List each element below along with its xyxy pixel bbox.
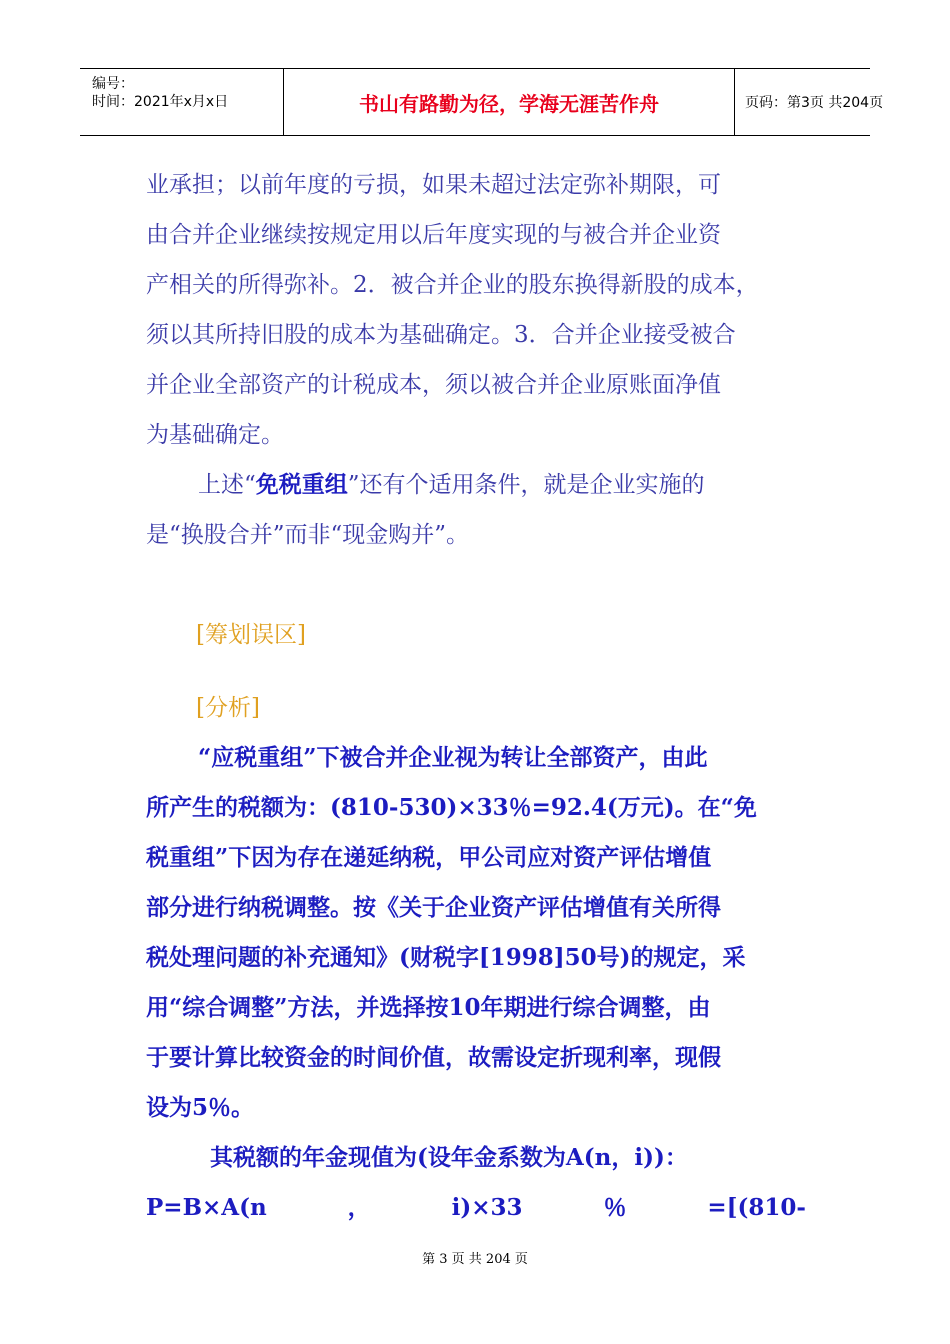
header-number: 编号： bbox=[92, 76, 134, 92]
page-footer: 第 3 页 共 204 页 bbox=[422, 1252, 528, 1267]
formula-line bbox=[146, 1193, 806, 1223]
section-heading: [筹划误区] bbox=[196, 622, 306, 648]
header-motto: 书山有路勤为径，学海无涯苦作舟 bbox=[359, 91, 659, 116]
formula-part: =[(810- bbox=[707, 1194, 806, 1221]
body-line: 所产生的税额为：(810-530)×33％=92.4(万元)。在“免 bbox=[146, 794, 757, 821]
body-line: 税重组”下因为存在递延纳税，甲公司应对资产评估增值 bbox=[146, 844, 712, 871]
body-line: 业承担；以前年度的亏损，如果未超过法定弥补期限，可 bbox=[146, 172, 721, 198]
formula-part: i)×33 bbox=[451, 1194, 523, 1221]
formula-part: ， bbox=[347, 1194, 371, 1221]
body-line: “应税重组”下被合并企业视为转让全部资产，由此 bbox=[198, 744, 708, 771]
body-line: 是“换股合并”而非“现金购并”。 bbox=[146, 522, 470, 548]
body-line: 由合并企业继续按规定用以后年度实现的与被合并企业资 bbox=[146, 222, 721, 248]
body-line: 税处理问题的补充通知》(财税字[1998]50号)的规定，采 bbox=[146, 944, 746, 971]
body-line: 设为5％。 bbox=[146, 1094, 255, 1121]
body-line: 并企业全部资产的计税成本，须以被合并企业原账面净值 bbox=[146, 372, 721, 398]
document-header bbox=[80, 68, 884, 136]
emphasis-text: 免税重组 bbox=[255, 471, 348, 498]
header-page-label: 页码：第3页 共204页 bbox=[745, 95, 884, 111]
body-line: 用“综合调整”方法，并选择按10年期进行综合调整，由 bbox=[146, 994, 711, 1021]
body-line: 其税额的年金现值为(设年金系数为A(n，i))： bbox=[210, 1144, 688, 1171]
body-line: 为基础确定。 bbox=[146, 422, 284, 448]
body-line: 产相关的所得弥补。2．被合并企业的股东换得新股的成本， bbox=[146, 272, 759, 298]
text-run: 上述“ bbox=[198, 472, 256, 498]
text-run: ”还有个适用条件，就是企业实施的 bbox=[347, 472, 705, 498]
body-line: 于要计算比较资金的时间价值，故需设定折现利率，现假 bbox=[146, 1044, 721, 1071]
header-time: 时间：2021年x月x日 bbox=[92, 94, 229, 110]
header-meta bbox=[80, 69, 283, 135]
body-line: 须以其所持旧股的成本为基础确定。3．合并企业接受被合 bbox=[146, 322, 736, 348]
formula-part: ％ bbox=[603, 1194, 627, 1221]
section-heading: [分析] bbox=[196, 695, 260, 721]
body-line bbox=[198, 470, 705, 500]
body-line: 部分进行纳税调整。按《关于企业资产评估增值有关所得 bbox=[146, 894, 721, 921]
formula-part: P=B×A(n bbox=[146, 1194, 267, 1221]
